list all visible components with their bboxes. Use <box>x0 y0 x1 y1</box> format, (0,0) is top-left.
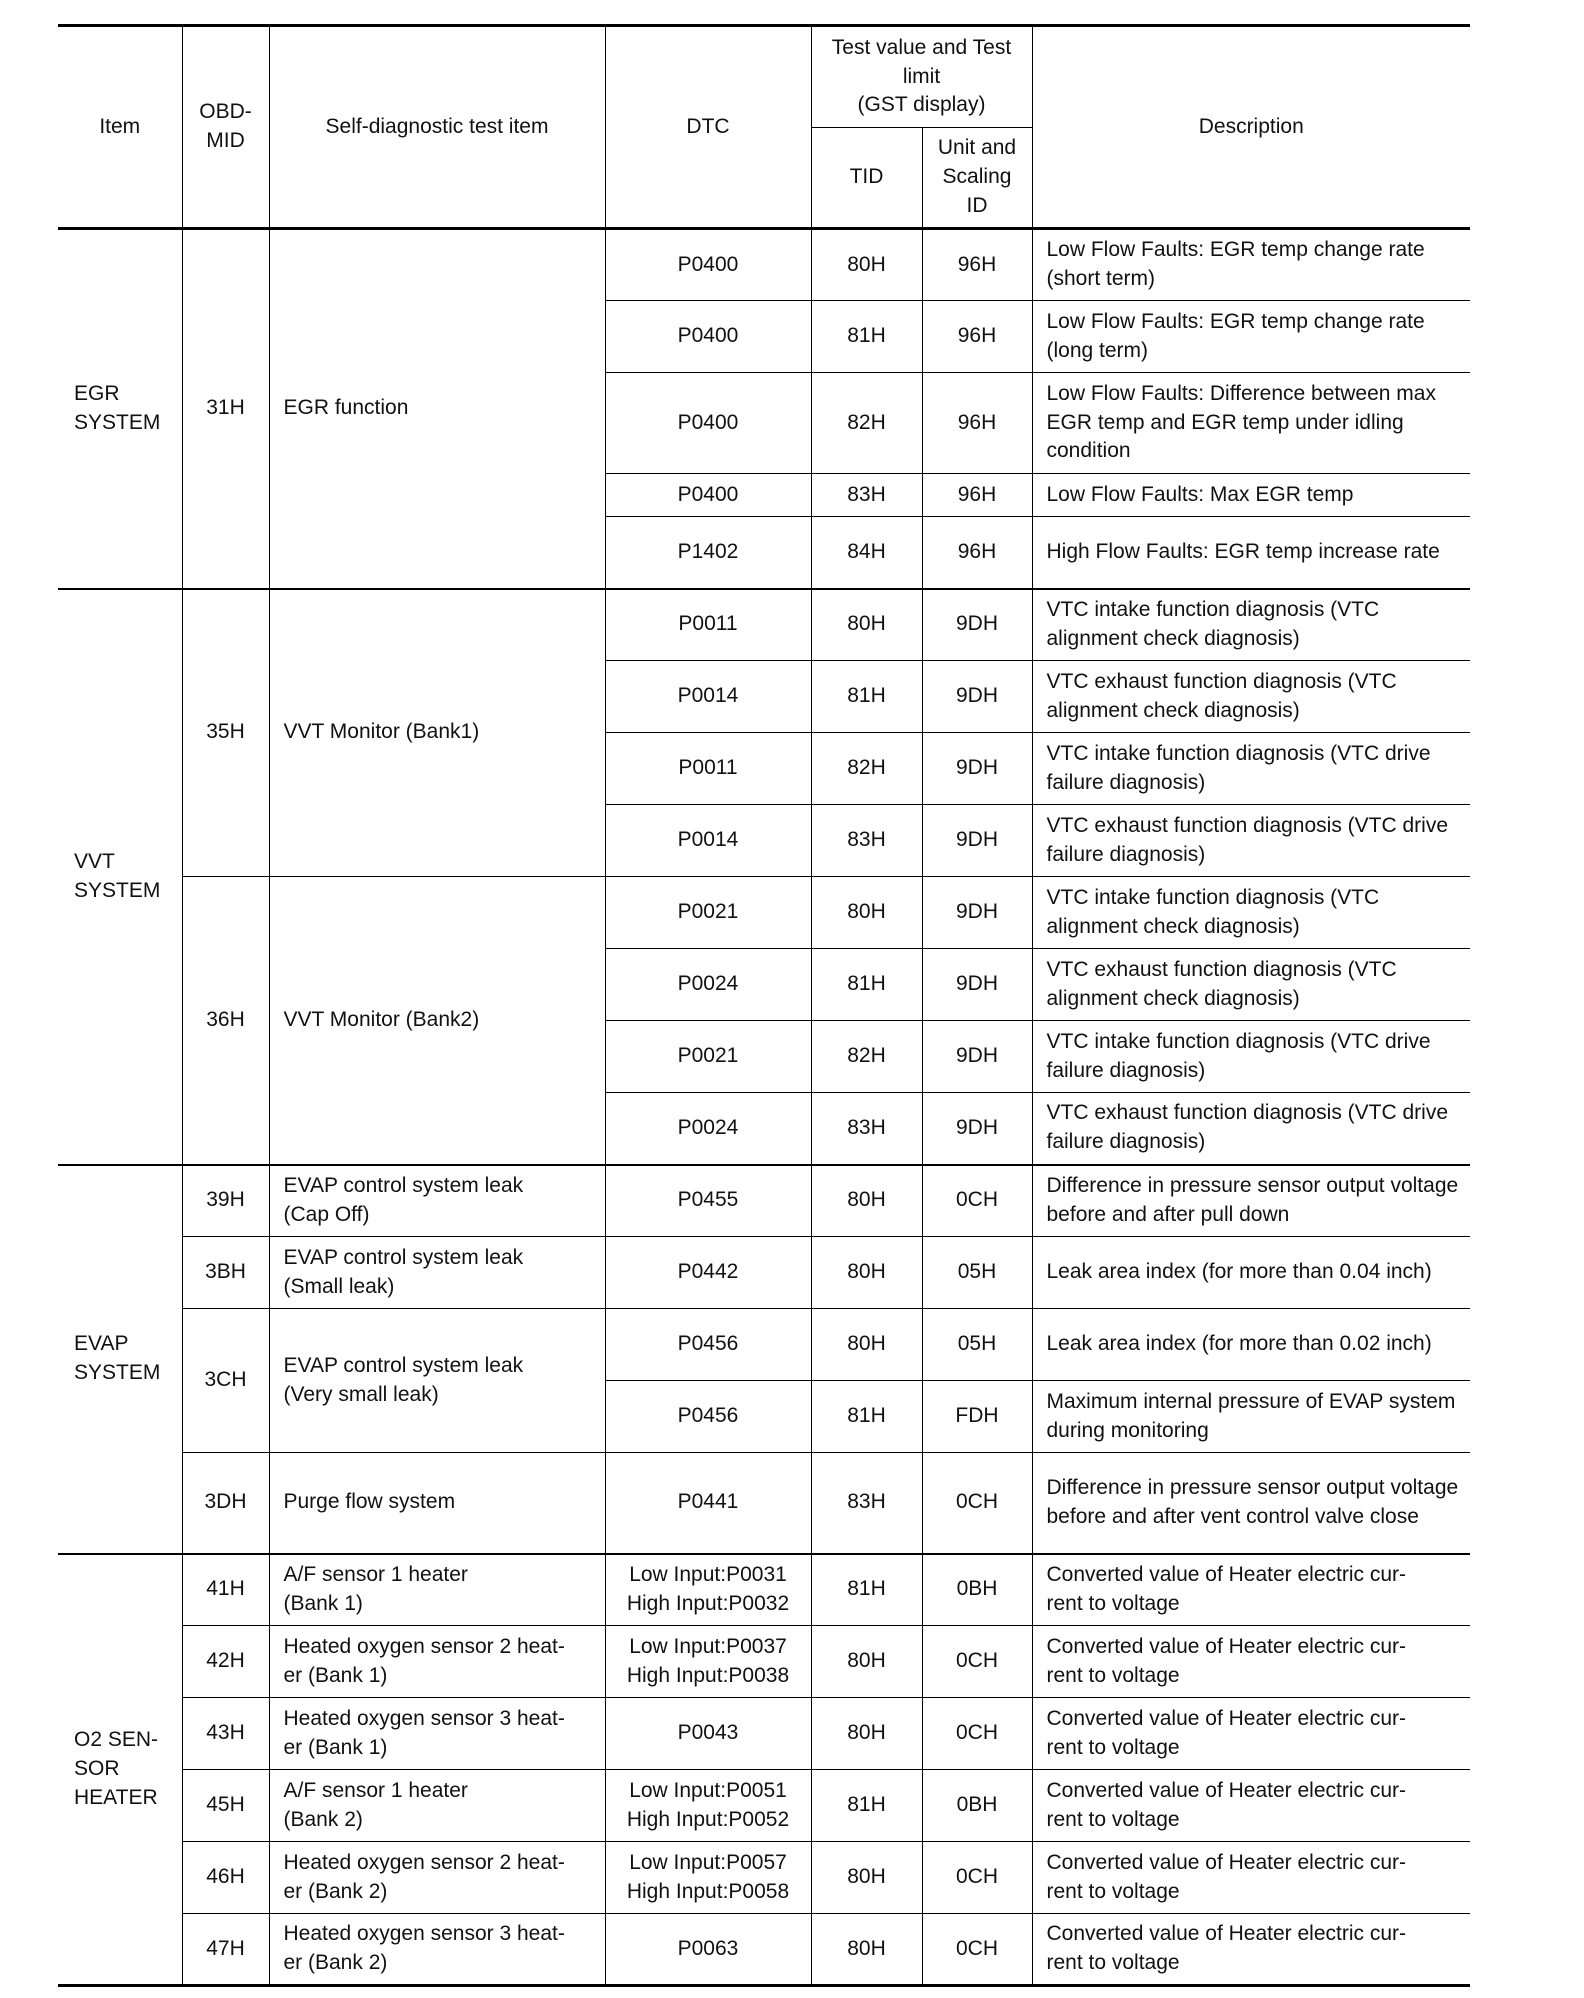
dtc-cell: Low Input:P0051 High Input:P0052 <box>605 1770 811 1842</box>
tid-cell: 81H <box>811 301 922 373</box>
dtc-cell: P0063 <box>605 1914 811 1986</box>
tid-cell: 83H <box>811 1093 922 1165</box>
dtc-cell: P0011 <box>605 733 811 805</box>
tid-cell: 80H <box>811 1698 922 1770</box>
test-item-cell: Heated oxygen sensor 2 heat- er (Bank 2) <box>269 1842 605 1914</box>
unit-cell: 9DH <box>922 949 1032 1021</box>
dtc-cell: P0400 <box>605 373 811 474</box>
obd-mid-cell: 46H <box>182 1842 269 1914</box>
test-item-cell: EVAP control system leak (Very small leak) <box>269 1309 605 1453</box>
obd-mid-cell: 43H <box>182 1698 269 1770</box>
description-cell: Low Flow Faults: Max EGR temp <box>1032 474 1470 517</box>
unit-cell: 0CH <box>922 1842 1032 1914</box>
obd-mid-cell: 41H <box>182 1554 269 1626</box>
obd-mid-cell: 42H <box>182 1626 269 1698</box>
description-cell: VTC exhaust function diagnosis (VTC drive failure diagnosis) <box>1032 1093 1470 1165</box>
unit-cell: 9DH <box>922 589 1032 661</box>
tid-cell: 83H <box>811 1453 922 1554</box>
tid-cell: 80H <box>811 1165 922 1237</box>
obd-mid-cell: 3DH <box>182 1453 269 1554</box>
dtc-cell: P0456 <box>605 1309 811 1381</box>
description-cell: Converted value of Heater electric cur- rent to voltage <box>1032 1914 1470 1986</box>
description-cell: Low Flow Faults: EGR temp change rate (short term) <box>1032 229 1470 301</box>
unit-cell: 9DH <box>922 805 1032 877</box>
dtc-cell: P0400 <box>605 301 811 373</box>
description-cell: Difference in pressure sensor output voltage before and after vent control valve close <box>1032 1453 1470 1554</box>
dtc-cell: Low Input:P0057 High Input:P0058 <box>605 1842 811 1914</box>
obd-mid-cell: 47H <box>182 1914 269 1986</box>
description-cell: Converted value of Heater electric cur- rent to voltage <box>1032 1698 1470 1770</box>
test-item-cell: Heated oxygen sensor 2 heat- er (Bank 1) <box>269 1626 605 1698</box>
test-item-cell: Purge flow system <box>269 1453 605 1554</box>
obd-mid-cell: 39H <box>182 1165 269 1237</box>
tid-cell: 81H <box>811 949 922 1021</box>
description-cell: Converted value of Heater electric cur- rent to voltage <box>1032 1554 1470 1626</box>
tid-cell: 81H <box>811 1554 922 1626</box>
tid-cell: 80H <box>811 1309 922 1381</box>
tid-cell: 80H <box>811 1842 922 1914</box>
tid-cell: 80H <box>811 1626 922 1698</box>
unit-cell: 05H <box>922 1237 1032 1309</box>
item-evap-system: EVAP SYSTEM <box>58 1165 182 1554</box>
tid-cell: 81H <box>811 1770 922 1842</box>
obd-mid-cell: 35H <box>182 589 269 877</box>
dtc-cell: P0014 <box>605 661 811 733</box>
obd-mid-cell: 3BH <box>182 1237 269 1309</box>
dtc-cell: P0441 <box>605 1453 811 1554</box>
description-cell: Converted value of Heater electric cur- rent to voltage <box>1032 1842 1470 1914</box>
dtc-cell: P0021 <box>605 877 811 949</box>
tid-cell: 80H <box>811 877 922 949</box>
description-cell: Converted value of Heater electric cur- rent to voltage <box>1032 1626 1470 1698</box>
tid-cell: 82H <box>811 733 922 805</box>
test-item-cell: EVAP control system leak (Cap Off) <box>269 1165 605 1237</box>
test-item-cell: Heated oxygen sensor 3 heat- er (Bank 1) <box>269 1698 605 1770</box>
tid-cell: 80H <box>811 1914 922 1986</box>
tid-cell: 80H <box>811 229 922 301</box>
unit-cell: 96H <box>922 229 1032 301</box>
tid-cell: 82H <box>811 373 922 474</box>
tid-cell: 84H <box>811 517 922 589</box>
header-tid: TID <box>811 128 922 229</box>
obd-mid-cell: 31H <box>182 229 269 589</box>
unit-cell: 9DH <box>922 661 1032 733</box>
dtc-cell: P0455 <box>605 1165 811 1237</box>
obd-test-table <box>58 24 1470 1987</box>
tid-cell: 81H <box>811 1381 922 1453</box>
tid-cell: 83H <box>811 474 922 517</box>
unit-cell: 0CH <box>922 1626 1032 1698</box>
dtc-cell: P1402 <box>605 517 811 589</box>
dtc-cell: P0024 <box>605 949 811 1021</box>
dtc-cell: P0021 <box>605 1021 811 1093</box>
test-item-cell: A/F sensor 1 heater (Bank 2) <box>269 1770 605 1842</box>
item-egr-system: EGR SYSTEM <box>58 229 182 589</box>
description-cell: VTC exhaust function diagnosis (VTC alignment check diagnosis) <box>1032 661 1470 733</box>
header-test-value: Test value and Test limit (GST display) <box>811 26 1032 128</box>
header-description: Description <box>1032 26 1470 229</box>
item-o2-sensor-heater: O2 SEN- SOR HEATER <box>58 1554 182 1986</box>
description-cell: VTC exhaust function diagnosis (VTC alignment check diagnosis) <box>1032 949 1470 1021</box>
description-cell: VTC intake function diagnosis (VTC drive failure diagnosis) <box>1032 733 1470 805</box>
dtc-cell: P0024 <box>605 1093 811 1165</box>
unit-cell: 0CH <box>922 1165 1032 1237</box>
item-vvt-system: VVT SYSTEM <box>58 589 182 1165</box>
dtc-cell: P0011 <box>605 589 811 661</box>
description-cell: Low Flow Faults: Difference between max EGR temp and EGR temp under idling condition <box>1032 373 1470 474</box>
tid-cell: 81H <box>811 661 922 733</box>
unit-cell: 05H <box>922 1309 1032 1381</box>
obd-mid-cell: 45H <box>182 1770 269 1842</box>
header-obd-mid: OBD- MID <box>182 26 269 229</box>
unit-cell: 9DH <box>922 877 1032 949</box>
test-item-cell: VVT Monitor (Bank2) <box>269 877 605 1165</box>
dtc-cell: P0442 <box>605 1237 811 1309</box>
description-cell: Difference in pressure sensor output voltage before and after pull down <box>1032 1165 1470 1237</box>
tid-cell: 82H <box>811 1021 922 1093</box>
description-cell: VTC intake function diagnosis (VTC alignment check diagnosis) <box>1032 877 1470 949</box>
obd-mid-cell: 36H <box>182 877 269 1165</box>
dtc-cell: Low Input:P0037 High Input:P0038 <box>605 1626 811 1698</box>
unit-cell: 0BH <box>922 1770 1032 1842</box>
tid-cell: 83H <box>811 805 922 877</box>
dtc-cell: P0456 <box>605 1381 811 1453</box>
unit-cell: 96H <box>922 373 1032 474</box>
unit-cell: 0BH <box>922 1554 1032 1626</box>
dtc-cell: P0400 <box>605 474 811 517</box>
dtc-cell: Low Input:P0031 High Input:P0032 <box>605 1554 811 1626</box>
description-cell: Low Flow Faults: EGR temp change rate (long term) <box>1032 301 1470 373</box>
description-cell: VTC exhaust function diagnosis (VTC drive failure diagnosis) <box>1032 805 1470 877</box>
test-item-cell: EGR function <box>269 229 605 589</box>
description-cell: Converted value of Heater electric cur- rent to voltage <box>1032 1770 1470 1842</box>
description-cell: Leak area index (for more than 0.04 inch) <box>1032 1237 1470 1309</box>
dtc-cell: P0400 <box>605 229 811 301</box>
unit-cell: 9DH <box>922 733 1032 805</box>
tid-cell: 80H <box>811 1237 922 1309</box>
dtc-cell: P0014 <box>605 805 811 877</box>
description-cell: VTC intake function diagnosis (VTC alignment check diagnosis) <box>1032 589 1470 661</box>
description-cell: VTC intake function diagnosis (VTC drive failure diagnosis) <box>1032 1021 1470 1093</box>
unit-cell: 9DH <box>922 1021 1032 1093</box>
test-item-cell: EVAP control system leak (Small leak) <box>269 1237 605 1309</box>
unit-cell: 0CH <box>922 1453 1032 1554</box>
header-item: Item <box>58 26 182 229</box>
description-cell: High Flow Faults: EGR temp increase rate <box>1032 517 1470 589</box>
unit-cell: 0CH <box>922 1914 1032 1986</box>
unit-cell: 0CH <box>922 1698 1032 1770</box>
test-item-cell: Heated oxygen sensor 3 heat- er (Bank 2) <box>269 1914 605 1986</box>
unit-cell: 96H <box>922 474 1032 517</box>
unit-cell: 96H <box>922 517 1032 589</box>
test-item-cell: A/F sensor 1 heater (Bank 1) <box>269 1554 605 1626</box>
test-item-cell: VVT Monitor (Bank1) <box>269 589 605 877</box>
description-cell: Leak area index (for more than 0.02 inch) <box>1032 1309 1470 1381</box>
obd-mid-cell: 3CH <box>182 1309 269 1453</box>
header-unit-scaling-id: Unit and Scaling ID <box>922 128 1032 229</box>
description-cell: Maximum internal pressure of EVAP system during monitoring <box>1032 1381 1470 1453</box>
header-test-item: Self-diagnostic test item <box>269 26 605 229</box>
unit-cell: FDH <box>922 1381 1032 1453</box>
tid-cell: 80H <box>811 589 922 661</box>
dtc-cell: P0043 <box>605 1698 811 1770</box>
unit-cell: 96H <box>922 301 1032 373</box>
header-dtc: DTC <box>605 26 811 229</box>
unit-cell: 9DH <box>922 1093 1032 1165</box>
